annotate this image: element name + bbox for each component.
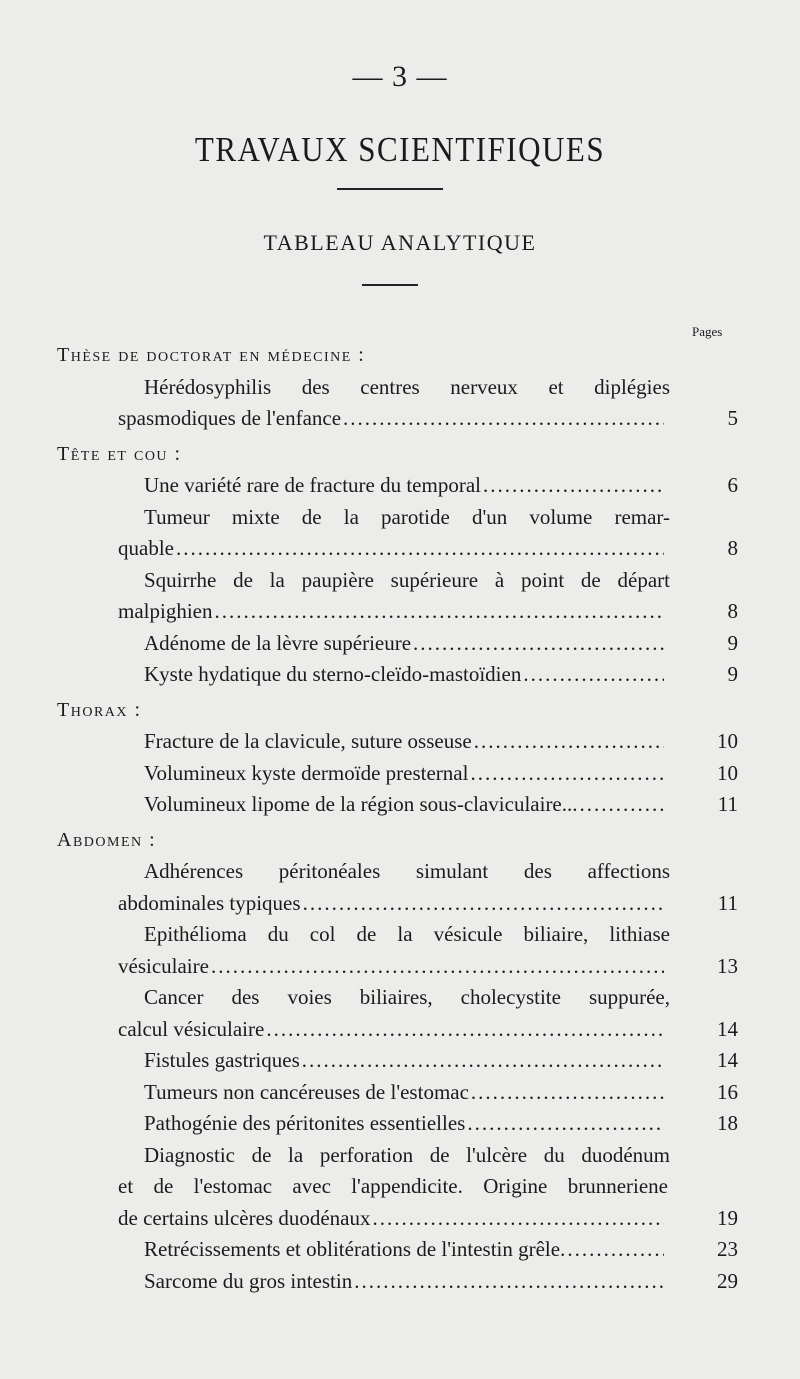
toc-section: [0, 825, 800, 1298]
page-reference: 19: [717, 1205, 738, 1230]
page-reference: 11: [717, 792, 738, 816]
page-reference: 6: [727, 473, 738, 497]
page-reference: 18: [717, 1111, 738, 1135]
toc-entry: [0, 758, 800, 790]
toc-entry: [0, 1108, 800, 1140]
toc-entry: [0, 659, 800, 691]
entry-text-line: Fistules gastriques: [144, 1048, 300, 1072]
page-reference: 8: [727, 536, 738, 560]
page-reference: 23: [717, 1237, 738, 1261]
entry-text-line: Cancer des voies biliaires, cholecystite suppurée,: [144, 985, 670, 1009]
page-reference: 14: [717, 1016, 738, 1041]
toc-entry: [0, 565, 800, 628]
toc-entry: [0, 726, 800, 758]
entry-text-line: Hérédosyphilis des centres nerveux et diplégies: [144, 374, 670, 399]
section-heading: Thèse de doctorat en médecine :: [57, 344, 366, 366]
entry-text-line: Une variété rare de fracture du temporal: [144, 473, 481, 497]
entry-text-line: Adénome de la lèvre supérieure: [144, 630, 412, 655]
entry-text-line: de certains ulcères duodénaux: [118, 1205, 371, 1230]
toc-entry: [0, 789, 800, 821]
page-reference: 9: [727, 662, 738, 686]
page-reference: 9: [727, 630, 738, 655]
entry-text-line: et de l'estomac avec l'appendicite. Origine brunneriene: [118, 1174, 668, 1198]
page-reference: 13: [717, 953, 738, 978]
toc-entry: [0, 1045, 800, 1077]
title-rule: [337, 188, 443, 190]
entry-text-line: Diagnostic de la perforation de l'ulcère du duodénum: [144, 1142, 670, 1167]
page-reference: 5: [727, 406, 738, 430]
section-heading: Abdomen :: [57, 828, 157, 851]
page-reference: 10: [717, 760, 738, 785]
entry-text-line: Volumineux kyste dermoïde presternal: [144, 760, 469, 785]
entry-text-line: Retrécissements et oblitérations de l'intestin grêle.: [144, 1237, 566, 1261]
toc-section: [0, 439, 800, 691]
entry-text-line: Adhérences péritonéales simulant des affections: [144, 859, 670, 883]
toc-entry: [0, 856, 800, 919]
entry-text-line: Sarcome du gros intestin: [144, 1268, 353, 1293]
page-reference: 14: [717, 1048, 738, 1072]
toc-entry: [0, 1234, 800, 1266]
entry-text-line: malpighien: [118, 599, 213, 623]
entry-text-line: spasmodiques de l'enfance: [118, 406, 342, 430]
entry-text-line: Squirrhe de la paupière supérieure à point de départ: [144, 567, 670, 592]
page-reference: 10: [717, 729, 738, 753]
toc-section: [0, 695, 800, 821]
page-reference: 11: [717, 890, 738, 915]
toc-entry: [0, 919, 800, 982]
page-subtitle: TABLEAU ANALYTIQUE: [263, 230, 537, 255]
entry-text-line: quable: [118, 536, 174, 560]
toc-entry: [0, 628, 800, 660]
entry-text-line: calcul vésiculaire: [118, 1016, 265, 1041]
entry-text-line: abdominales typiques: [118, 890, 301, 915]
page-reference: 16: [717, 1079, 738, 1104]
entry-text-line: Kyste hydatique du sterno-cleïdo-mastoïdien: [144, 662, 522, 686]
toc-entry: [0, 1077, 800, 1109]
entry-text-line: Pathogénie des péritonites essentielles: [144, 1111, 466, 1135]
toc-entry: [0, 502, 800, 565]
entry-text-line: Fracture de la clavicule, suture osseuse: [144, 729, 472, 753]
section-heading: Thorax :: [57, 698, 142, 721]
table-of-contents: [0, 336, 800, 1297]
toc-entry: [0, 372, 800, 435]
toc-entry: [0, 982, 800, 1045]
toc-entry: [0, 1266, 800, 1298]
toc-entry: [0, 470, 800, 502]
page-reference: 8: [727, 599, 738, 623]
toc-section: [0, 340, 800, 435]
entry-text-line: Tumeur mixte de la parotide d'un volume remar-: [144, 504, 670, 529]
toc-entry: [0, 1140, 800, 1235]
entry-text-line: vésiculaire: [118, 953, 209, 978]
pages-column-header: Pages: [692, 324, 723, 339]
page-reference: 29: [717, 1268, 738, 1293]
entry-text-line: Volumineux lipome de la région sous-claviculaire...: [144, 792, 578, 816]
section-heading: Tête et cou :: [57, 442, 182, 465]
page-number: — 3 —: [352, 60, 448, 93]
entry-text-line: Epithélioma du col de la vésicule biliaire, lithiase: [144, 922, 670, 946]
subtitle-rule: [362, 284, 418, 286]
page-title: TRAVAUX SCIENTIFIQUES: [194, 129, 606, 170]
entry-text-line: Tumeurs non cancéreuses de l'estomac: [144, 1079, 469, 1104]
